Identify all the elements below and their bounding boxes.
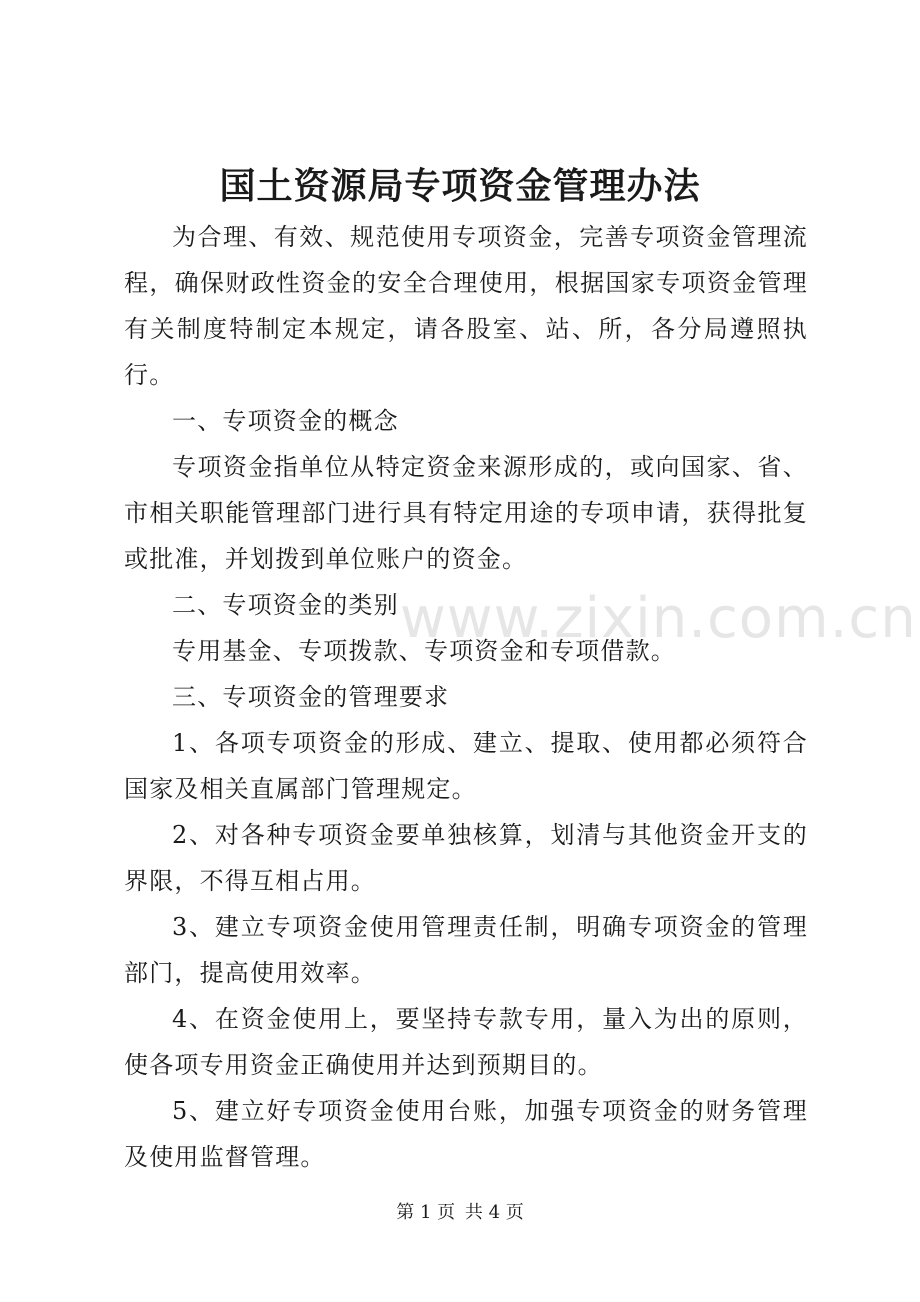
requirement-item-4: 4、在资金使用上，要坚持专款专用，量入为出的原则，使各项专用资金正确使用并达到预期目的。 [124,1005,808,1079]
document-body [124,214,808,1180]
document-title: 国土资源局专项资金管理办法 [219,165,701,207]
requirement-item-3: 3、建立专项资金使用管理责任制，明确专项资金的管理部门，提高使用效率。 [124,913,808,987]
total-pages-label: 共 4 页 [464,1202,524,1223]
requirement-item-5: 5、建立好专项资金使用台账，加强专项资金的财务管理及使用监督管理。 [124,1097,808,1171]
categories-paragraph: 专用基金、专项拨款、专项资金和专项借款。 [172,637,676,665]
section-heading-concept: 一、专项资金的概念 [172,407,399,435]
section-heading-requirements: 三、专项资金的管理要求 [172,683,450,711]
watermark-text: www.zixin.com.cn [400,586,917,651]
requirement-item-2: 2、对各种专项资金要单独核算，划清与其他资金开支的界限，不得互相占用。 [124,821,808,895]
intro-paragraph: 为合理、有效、规范使用专项资金，完善专项资金管理流程，确保财政性资金的安全合理使用，根据国家专项资金管理有关制度特制定本规定，请各股室、站、所，各分局遵照执行。 [124,223,808,389]
requirement-item-1: 1、各项专项资金的形成、建立、提取、使用都必须符合国家及相关直属部门管理规定。 [124,729,808,803]
concept-paragraph: 专项资金指单位从特定资金来源形成的，或向国家、省、市相关职能管理部门进行具有特定用途的专项申请，获得批复或批准，并划拨到单位账户的资金。 [124,453,808,573]
current-page-label: 第 1 页 [396,1202,456,1223]
page-footer [0,1200,920,1226]
section-heading-categories: 二、专项资金的类别 [172,591,399,619]
